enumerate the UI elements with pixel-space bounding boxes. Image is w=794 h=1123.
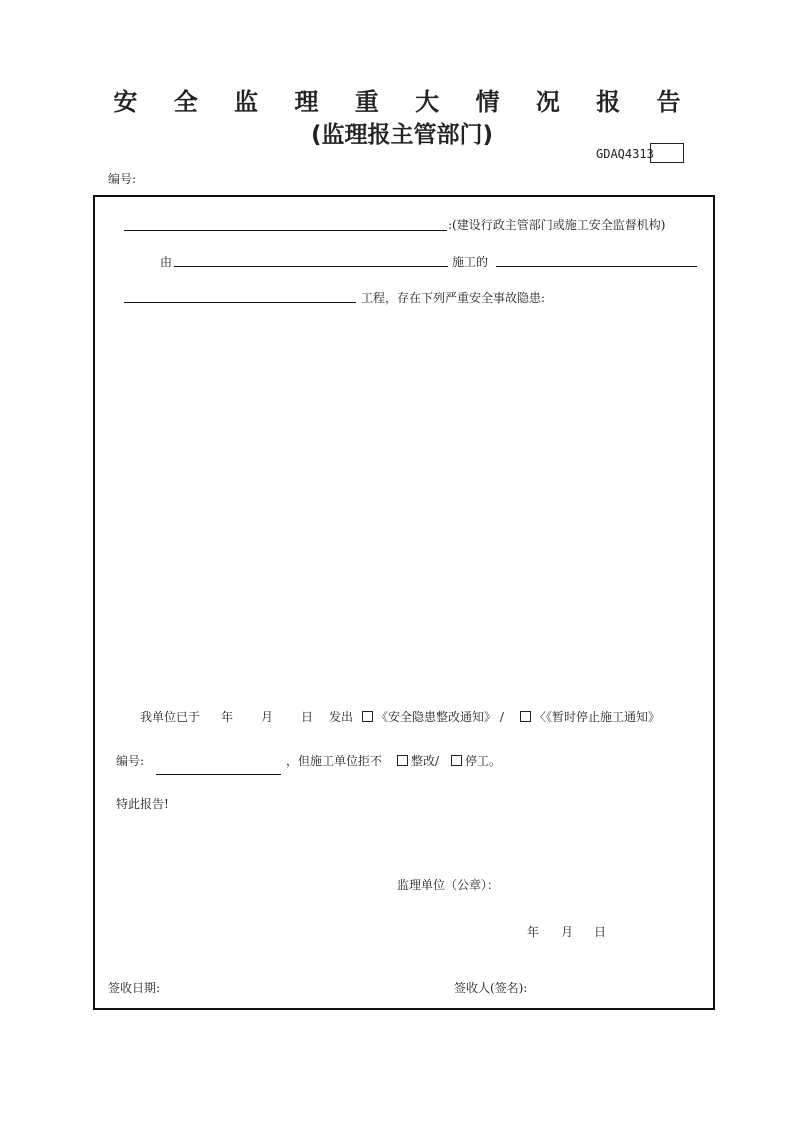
project-name-field[interactable] xyxy=(124,302,356,303)
recipient-hint: :(建设行政主管部门或施工安全监督机构) xyxy=(448,218,666,232)
checkbox-refuse-stop[interactable] xyxy=(451,755,462,766)
notice-number-label: 编号: xyxy=(116,754,145,768)
contractor-field[interactable] xyxy=(174,266,448,267)
refuse-rectify-label: 整改/ xyxy=(411,754,440,768)
notice-option-2[interactable] xyxy=(517,708,660,725)
project-hazard-text: 工程，存在下列严重安全事故隐患: xyxy=(361,291,546,305)
special-report-text: 特此报告! xyxy=(116,797,169,811)
refuse-rectify-option[interactable] xyxy=(394,752,439,769)
form-code-box[interactable] xyxy=(650,143,684,163)
notice-year: 年 xyxy=(221,710,234,724)
construction-field[interactable] xyxy=(496,266,697,267)
supervisor-unit-label: 监理单位（公章）： xyxy=(397,878,500,892)
notice-issue: 发出 xyxy=(329,710,354,724)
refuse-stop-option[interactable] xyxy=(448,752,501,769)
by-label: 由 xyxy=(160,255,173,269)
refusal-text: ，但施工单位拒不 xyxy=(286,754,383,768)
report-subtitle: (监理报主管部门) xyxy=(310,122,494,148)
report-title: 安 全 监 理 重 大 情 况 报 告 xyxy=(113,88,695,116)
notice-month: 月 xyxy=(261,710,274,724)
recipient-field[interactable] xyxy=(124,230,447,231)
sign-month: 月 xyxy=(561,925,574,939)
checkbox-rectification[interactable] xyxy=(362,711,373,722)
checkbox-refuse-rectify[interactable] xyxy=(397,755,408,766)
receiver-signature-label: 签收人(签名): xyxy=(454,981,528,995)
receipt-date-label: 签收日期: xyxy=(108,981,161,995)
notice-option-1-label: 《安全隐患整改通知》 / xyxy=(376,710,504,724)
notice-option-1[interactable] xyxy=(359,708,504,725)
notice-number-field[interactable] xyxy=(156,774,281,775)
refuse-stop-label: 停工。 xyxy=(465,754,502,768)
sign-day: 日 xyxy=(594,925,607,939)
construct-label: 施工的 xyxy=(452,255,489,269)
form-code: GDAQ4313 xyxy=(596,147,654,161)
checkbox-suspension[interactable] xyxy=(520,711,531,722)
serial-number-label: 编号: xyxy=(108,172,137,186)
notice-option-2-label: 〈《暂时停止施工通知》 xyxy=(534,710,661,724)
notice-day: 日 xyxy=(301,710,314,724)
notice-prefix: 我单位已于 xyxy=(140,710,201,724)
sign-year: 年 xyxy=(527,925,540,939)
